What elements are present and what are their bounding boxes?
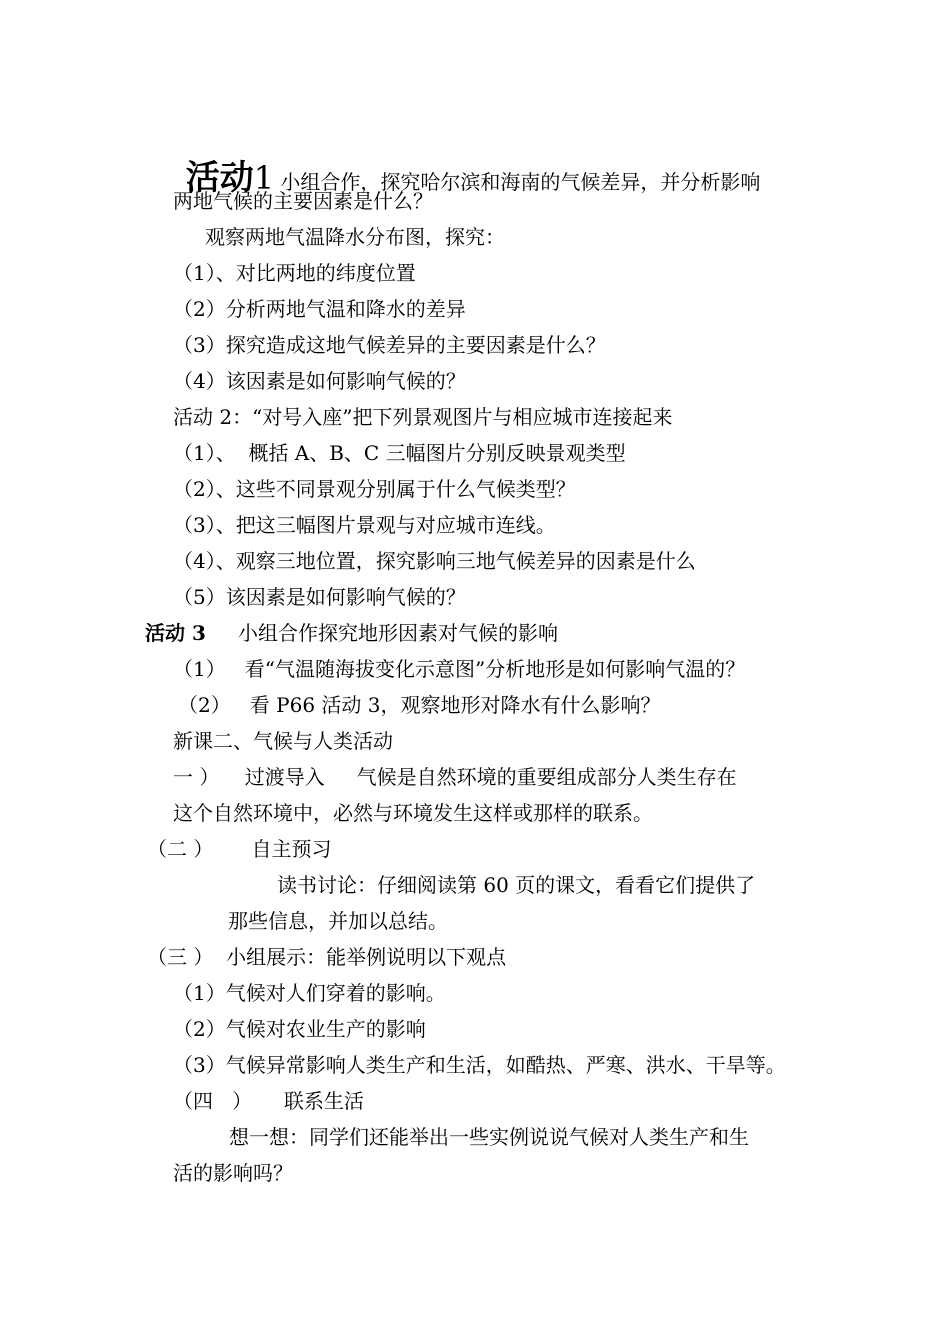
lesson2-part3-heading: （三 ） 小组展示：能举例说明以下观点 [147,945,507,969]
activity3-heading: 活动 3 [145,621,206,645]
activity1-heading: 活动 [185,158,254,198]
lesson2-part1-line1: 一 ） 过渡导入 气候是自然环境的重要组成部分人类生存在 [173,765,737,789]
lesson2-part1-line2: 这个自然环境中，必然与环境发生这样或那样的联系。 [173,801,653,825]
activity2-heading: 活动 2：“对号入座”把下列景观图片与相应城市连接起来 [173,405,673,429]
activity1-item: （3）探究造成这地气候差异的主要因素是什么？ [173,333,606,357]
activity1-observe: 观察两地气温降水分布图，探究： [205,225,505,249]
activity2-item: （1）、 概括 A、B、C 三幅图片分别反映景观类型 [173,441,626,465]
activity2-item: （5）该因素是如何影响气候的？ [173,585,466,609]
activity1-number: 1 [253,159,275,197]
activity2-item: （3）、把这三幅图片景观与对应城市连线。 [173,513,556,537]
lesson2-part3-item: （1）气候对人们穿着的影响。 [173,981,446,1005]
activity1-intro-line2: 两地气候的主要因素是什么？ [173,189,433,213]
activity2-item: （2）、这些不同景观分别属于什么气候类型？ [173,477,576,501]
activity2-item: （4）、观察三地位置，探究影响三地气候差异的因素是什么 [173,549,696,573]
lesson2-part4-heading: （四 ） 联系生活 [173,1089,364,1113]
lesson2-part4-line2: 活的影响吗？ [173,1161,293,1185]
activity3-item: （1） 看“气温随海拔变化示意图”分析地形是如何影响气温的？ [173,657,746,681]
activity1-intro-line1: 小组合作，探究哈尔滨和海南的气候差异，并分析影响 [274,170,761,194]
activity3-item: （2） 看 P66 活动 3，观察地形对降水有什么影响？ [178,693,661,717]
lesson2-title: 新课二、气候与人类活动 [173,729,393,753]
lesson2-part4-line1: 想一想：同学们还能举出一些实例说说气候对人类生产和生 [229,1125,749,1149]
activity3-title: 小组合作探究地形因素对气候的影响 [238,621,558,645]
lesson2-part2-line1: 读书讨论：仔细阅读第 60 页的课文，看看它们提供了 [277,873,756,897]
lesson2-part3-item: （3）气候异常影响人类生产和生活，如酷热、严寒、洪水、干旱等。 [173,1053,786,1077]
lesson2-part3-item: （2）气候对农业生产的影响 [173,1017,426,1041]
activity1-item: （2）分析两地气温和降水的差异 [173,297,466,321]
activity1-item: （1）、对比两地的纬度位置 [173,261,416,285]
activity1-item: （4）该因素是如何影响气候的？ [173,369,466,393]
lesson2-part2-heading: （二 ） 自主预习 [147,837,332,861]
lesson2-part2-line2: 那些信息，并加以总结。 [228,909,448,933]
